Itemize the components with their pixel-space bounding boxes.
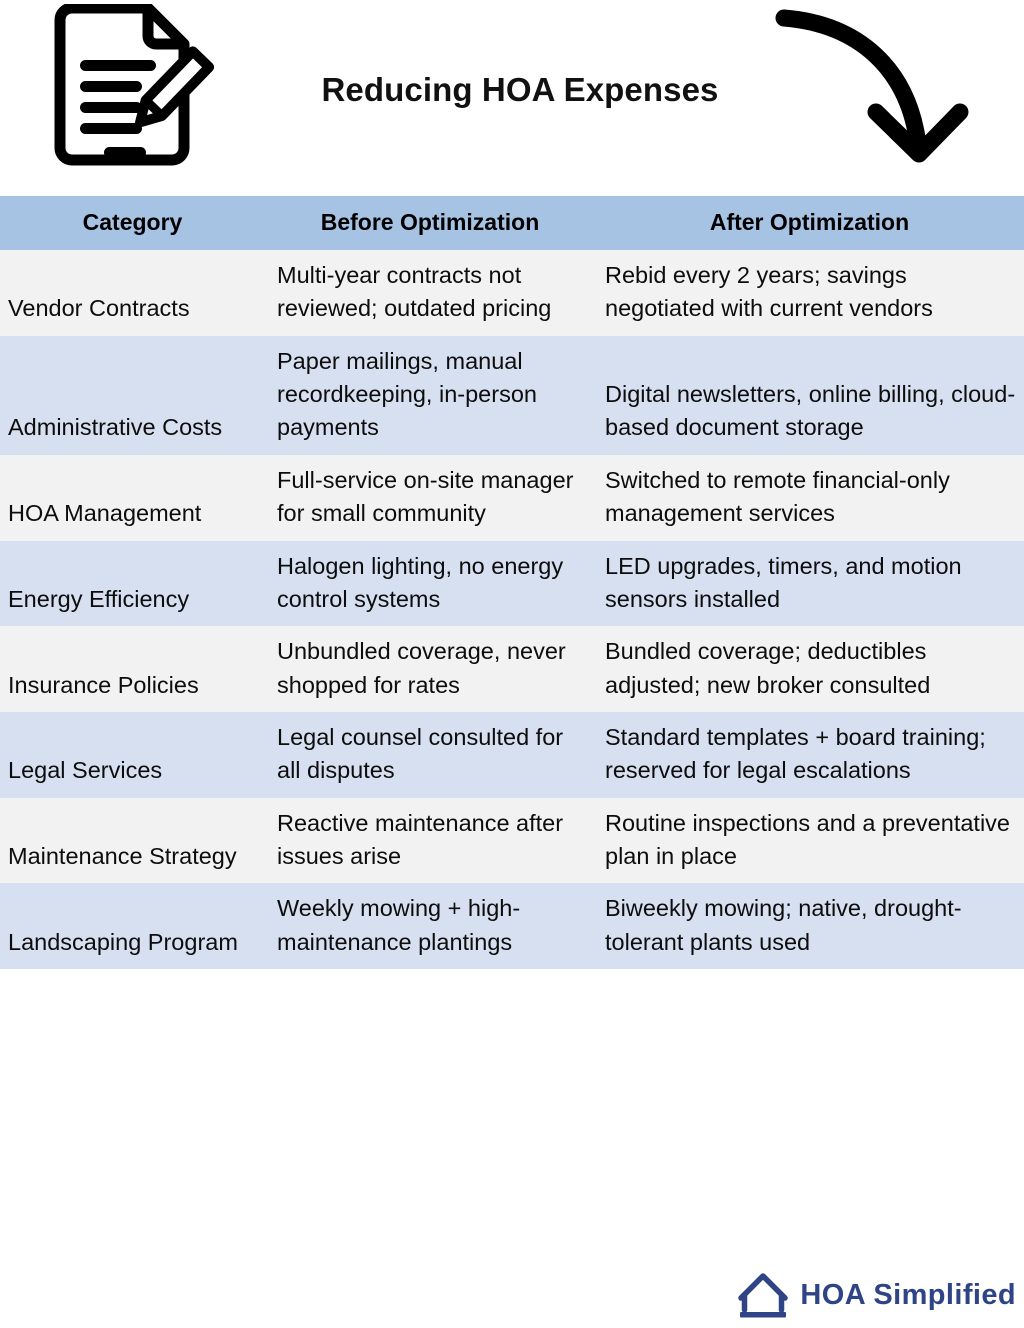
table-row: [0, 455, 1024, 541]
row-category: HOA Management: [0, 455, 265, 541]
header-banner: [0, 0, 1024, 196]
table-row: [0, 798, 1024, 884]
table-header-row: [0, 196, 1024, 250]
row-before: Weekly mowing + high-maintenance plantings: [265, 883, 595, 969]
row-after: Standard templates + board training; reserved for legal escalations: [595, 712, 1024, 798]
row-before: Legal counsel consulted for all disputes: [265, 712, 595, 798]
document-pencil-icon: [42, 4, 218, 176]
comparison-table-container: [0, 196, 1024, 969]
row-category: Maintenance Strategy: [0, 798, 265, 884]
row-category: Legal Services: [0, 712, 265, 798]
table-row: [0, 336, 1024, 455]
table-row: [0, 250, 1024, 336]
column-header-category: Category: [0, 196, 265, 250]
table-row: [0, 883, 1024, 969]
row-after: Bundled coverage; deductibles adjusted; new broker consulted: [595, 626, 1024, 712]
row-before: Full-service on-site manager for small community: [265, 455, 595, 541]
comparison-table: [0, 196, 1024, 969]
curved-down-arrow-icon: [762, 2, 978, 170]
table-row: [0, 541, 1024, 627]
row-category: Vendor Contracts: [0, 250, 265, 336]
row-category: Administrative Costs: [0, 336, 265, 455]
table-row: [0, 626, 1024, 712]
row-after: Biweekly mowing; native, drought-tolerant plants used: [595, 883, 1024, 969]
column-header-after: After Optimization: [595, 196, 1024, 250]
row-before: Multi-year contracts not reviewed; outdated pricing: [265, 250, 595, 336]
column-header-before: Before Optimization: [265, 196, 595, 250]
row-before: Halogen lighting, no energy control systems: [265, 541, 595, 627]
row-after: LED upgrades, timers, and motion sensors installed: [595, 541, 1024, 627]
row-after: Routine inspections and a preventative plan in place: [595, 798, 1024, 884]
brand-logo: [736, 1270, 1016, 1320]
table-body: [0, 250, 1024, 969]
table-row: [0, 712, 1024, 798]
row-before: Unbundled coverage, never shopped for rates: [265, 626, 595, 712]
house-outline-icon: [736, 1270, 790, 1320]
row-category: Insurance Policies: [0, 626, 265, 712]
row-after: Digital newsletters, online billing, cloud-based document storage: [595, 336, 1024, 455]
row-after: Switched to remote financial-only management services: [595, 455, 1024, 541]
page-title: Reducing HOA Expenses: [321, 71, 719, 108]
row-category: Landscaping Program: [0, 883, 265, 969]
table-header: [0, 196, 1024, 250]
row-before: Paper mailings, manual recordkeeping, in-person payments: [265, 336, 595, 455]
row-before: Reactive maintenance after issues arise: [265, 798, 595, 884]
row-after: Rebid every 2 years; savings negotiated with current vendors: [595, 250, 1024, 336]
brand-name: HOA Simplified: [800, 1278, 1016, 1311]
row-category: Energy Efficiency: [0, 541, 265, 627]
